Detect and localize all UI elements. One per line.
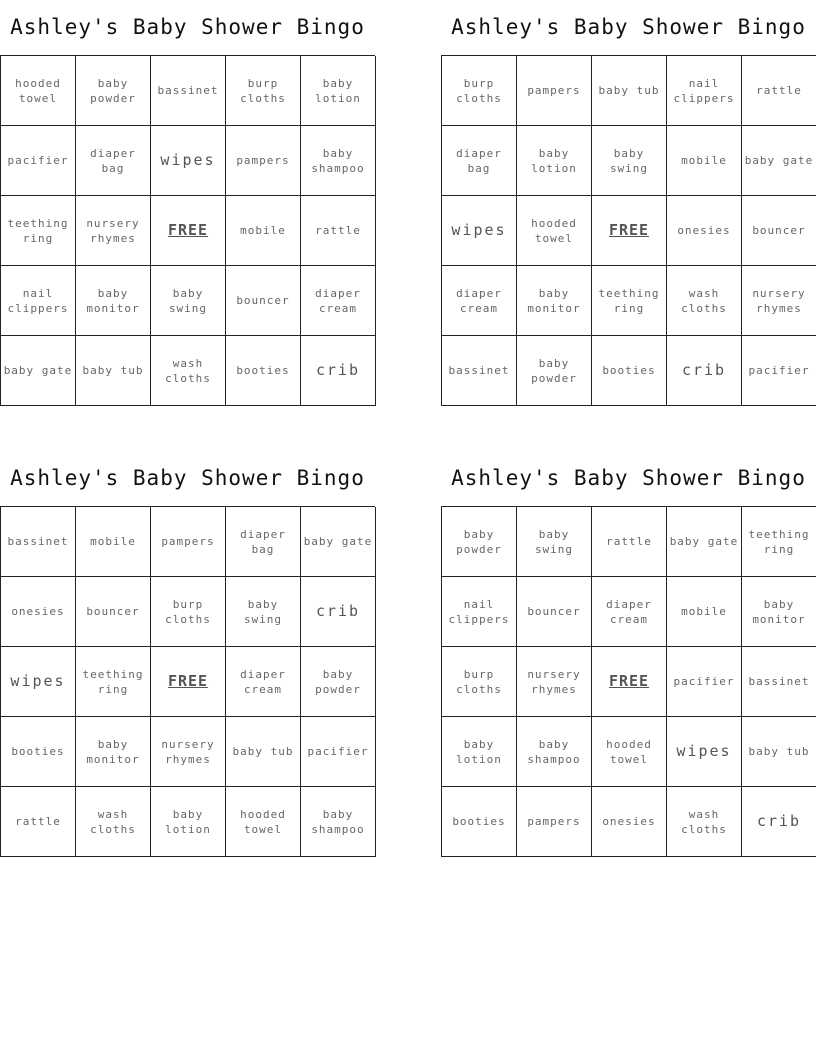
bingo-cell[interactable]: baby tub (226, 717, 301, 787)
bingo-cell[interactable]: pampers (226, 126, 301, 196)
card-title: Ashley's Baby Shower Bingo (10, 15, 365, 39)
bingo-cell[interactable]: rattle (742, 56, 816, 126)
bingo-cell[interactable]: baby tub (592, 56, 667, 126)
bingo-cell[interactable]: booties (1, 717, 76, 787)
bingo-cell[interactable]: teething ring (742, 507, 816, 577)
bingo-cell[interactable]: baby swing (517, 507, 592, 577)
bingo-cell[interactable]: baby lotion (301, 56, 376, 126)
bingo-cell[interactable]: hooded towel (592, 717, 667, 787)
card-title: Ashley's Baby Shower Bingo (10, 466, 365, 490)
bingo-cell[interactable]: burp cloths (226, 56, 301, 126)
bingo-cell[interactable]: mobile (226, 196, 301, 266)
bingo-cell[interactable]: teething ring (1, 196, 76, 266)
bingo-cell[interactable]: baby gate (742, 126, 816, 196)
bingo-cell[interactable]: baby gate (1, 336, 76, 406)
bingo-cell[interactable]: crib (667, 336, 742, 406)
bingo-cell[interactable]: wipes (442, 196, 517, 266)
bingo-cell[interactable]: nursery rhymes (76, 196, 151, 266)
bingo-cell[interactable]: wash cloths (667, 266, 742, 336)
bingo-cell[interactable]: burp cloths (442, 647, 517, 717)
free-space-cell[interactable]: FREE (592, 196, 667, 266)
bingo-cell[interactable]: bouncer (517, 577, 592, 647)
card-title: Ashley's Baby Shower Bingo (451, 466, 806, 490)
bingo-card-1 (0, 0, 375, 406)
bingo-cell[interactable]: nail clippers (1, 266, 76, 336)
bingo-cell[interactable]: pacifier (742, 336, 816, 406)
bingo-cell[interactable]: baby powder (517, 336, 592, 406)
bingo-cell[interactable]: rattle (301, 196, 376, 266)
bingo-cell[interactable]: baby monitor (742, 577, 816, 647)
bingo-cell[interactable]: baby monitor (76, 266, 151, 336)
bingo-cell[interactable]: bassinet (151, 56, 226, 126)
bingo-cell[interactable]: hooded towel (1, 56, 76, 126)
bingo-cell[interactable]: bassinet (742, 647, 816, 717)
bingo-cell[interactable]: wash cloths (76, 787, 151, 857)
bingo-cell[interactable]: rattle (592, 507, 667, 577)
bingo-grid (441, 506, 816, 857)
bingo-cell[interactable]: baby swing (592, 126, 667, 196)
bingo-cell[interactable]: pampers (517, 787, 592, 857)
bingo-cell[interactable]: diaper bag (442, 126, 517, 196)
bingo-cell[interactable]: crib (301, 336, 376, 406)
bingo-cell[interactable]: pacifier (1, 126, 76, 196)
bingo-cell[interactable]: wipes (1, 647, 76, 717)
bingo-cell[interactable]: burp cloths (151, 577, 226, 647)
bingo-cell[interactable]: baby gate (301, 507, 376, 577)
bingo-grid (0, 55, 375, 406)
bingo-cell[interactable]: diaper cream (442, 266, 517, 336)
bingo-cell[interactable]: baby shampoo (301, 126, 376, 196)
bingo-cell[interactable]: teething ring (592, 266, 667, 336)
bingo-cell[interactable]: baby swing (226, 577, 301, 647)
bingo-cell[interactable]: bouncer (226, 266, 301, 336)
bingo-cell[interactable]: baby tub (742, 717, 816, 787)
bingo-cell[interactable]: nail clippers (667, 56, 742, 126)
card-title: Ashley's Baby Shower Bingo (451, 15, 806, 39)
bingo-cell[interactable]: diaper bag (226, 507, 301, 577)
bingo-cell[interactable]: bassinet (442, 336, 517, 406)
free-space-cell[interactable]: FREE (592, 647, 667, 717)
bingo-cell[interactable]: crib (742, 787, 816, 857)
bingo-grid (0, 506, 375, 857)
bingo-cell[interactable]: nail clippers (442, 577, 517, 647)
bingo-grid (441, 55, 816, 406)
bingo-cell[interactable]: onesies (667, 196, 742, 266)
bingo-cell[interactable]: baby swing (151, 266, 226, 336)
bingo-cell[interactable]: baby lotion (151, 787, 226, 857)
bingo-cell[interactable]: hooded towel (517, 196, 592, 266)
bingo-cell[interactable]: mobile (76, 507, 151, 577)
bingo-cell[interactable]: baby shampoo (517, 717, 592, 787)
bingo-card-4 (441, 451, 816, 857)
bingo-cell[interactable]: bassinet (1, 507, 76, 577)
bingo-cell[interactable]: pacifier (301, 717, 376, 787)
bingo-cell[interactable]: wash cloths (667, 787, 742, 857)
bingo-cell[interactable]: diaper cream (301, 266, 376, 336)
bingo-cell[interactable]: crib (301, 577, 376, 647)
bingo-cell[interactable]: baby lotion (517, 126, 592, 196)
bingo-card-3 (0, 451, 375, 857)
bingo-cell[interactable]: baby tub (76, 336, 151, 406)
bingo-cell[interactable]: pampers (151, 507, 226, 577)
bingo-cell[interactable]: baby powder (76, 56, 151, 126)
bingo-cell[interactable]: hooded towel (226, 787, 301, 857)
bingo-cell[interactable]: nursery rhymes (742, 266, 816, 336)
bingo-cell[interactable]: diaper cream (226, 647, 301, 717)
bingo-cell[interactable]: booties (442, 787, 517, 857)
bingo-cell[interactable]: teething ring (76, 647, 151, 717)
bingo-cell[interactable]: pacifier (667, 647, 742, 717)
bingo-cell[interactable]: onesies (592, 787, 667, 857)
bingo-cell[interactable]: bouncer (742, 196, 816, 266)
bingo-cell[interactable]: baby monitor (517, 266, 592, 336)
bingo-cell[interactable]: baby gate (667, 507, 742, 577)
bingo-cell[interactable]: nursery rhymes (151, 717, 226, 787)
bingo-cell[interactable]: wipes (151, 126, 226, 196)
bingo-cell[interactable]: onesies (1, 577, 76, 647)
bingo-cell[interactable]: mobile (667, 126, 742, 196)
free-space-cell[interactable]: FREE (151, 196, 226, 266)
bingo-cell[interactable]: bouncer (76, 577, 151, 647)
bingo-cell[interactable]: diaper cream (592, 577, 667, 647)
bingo-cell[interactable]: baby shampoo (301, 787, 376, 857)
bingo-cell[interactable]: mobile (667, 577, 742, 647)
bingo-cell[interactable]: booties (226, 336, 301, 406)
bingo-cell[interactable]: booties (592, 336, 667, 406)
bingo-cell[interactable]: wash cloths (151, 336, 226, 406)
bingo-cell[interactable]: burp cloths (442, 56, 517, 126)
bingo-cell[interactable]: baby monitor (76, 717, 151, 787)
bingo-cell[interactable]: baby powder (301, 647, 376, 717)
bingo-cell[interactable]: baby powder (442, 507, 517, 577)
bingo-cell[interactable]: diaper bag (76, 126, 151, 196)
bingo-card-2 (441, 0, 816, 406)
bingo-cell[interactable]: rattle (1, 787, 76, 857)
bingo-cell[interactable]: wipes (667, 717, 742, 787)
bingo-cell[interactable]: pampers (517, 56, 592, 126)
bingo-cell[interactable]: baby lotion (442, 717, 517, 787)
free-space-cell[interactable]: FREE (151, 647, 226, 717)
bingo-cell[interactable]: nursery rhymes (517, 647, 592, 717)
